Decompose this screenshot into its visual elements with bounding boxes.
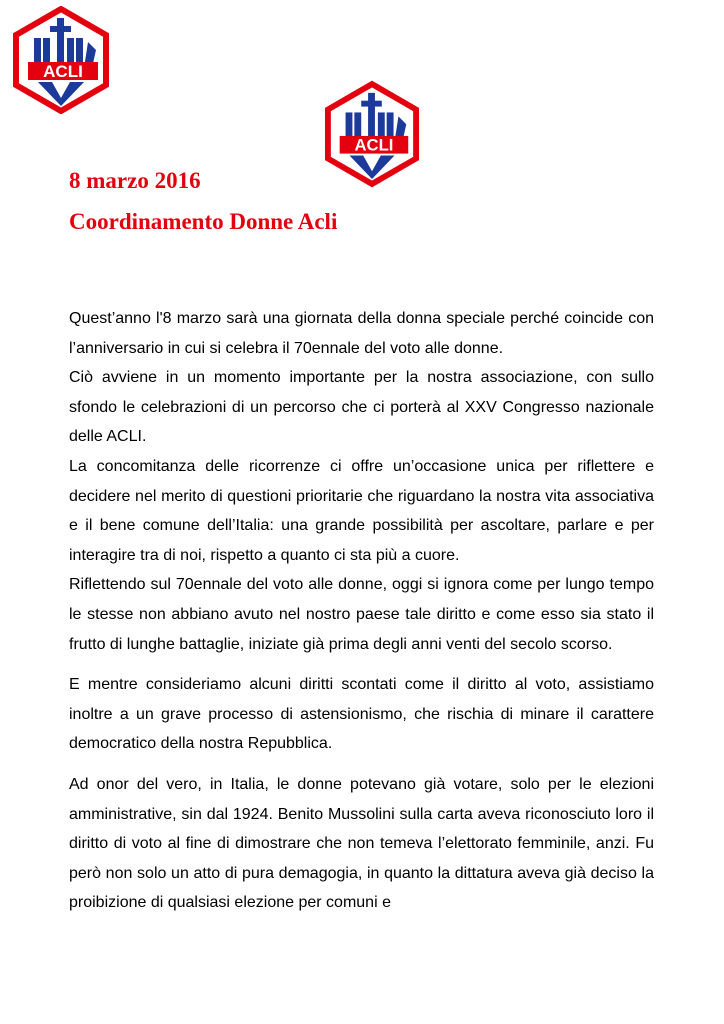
title-organization: Coordinamento Donne Acli <box>69 209 338 234</box>
acli-logo-icon <box>12 6 110 114</box>
logo-1-text: ACLI <box>43 62 83 81</box>
paragraph-1: Quest’anno l'8 marzo sarà una giornata della donna speciale perché coincide con l’anniversario in cui si celebra il 70ennale del voto alle donne. <box>69 310 654 357</box>
document-body <box>69 304 654 918</box>
title-date: 8 marzo 2016 <box>69 168 201 193</box>
paragraph-6: Ad onor del vero, in Italia, le donne potevano già votare, solo per le elezioni amministrative, sin dal 1924. Benito Mussolini sulla carta aveva riconosciuto loro il diritto di voto al fine di dimostrare che non temeva l’elettorato femminile, anzi. Fu però non solo un atto di pura demagogia, in quanto la dittatura aveva già deciso la proibizione di qualsiasi elezione per comuni e <box>69 775 654 912</box>
paragraph-3: La concomitanza delle ricorrenze ci offre un’occasione unica per riflettere e decidere nel merito di questioni prioritarie che riguardano la nostra vita associativa e il bene comune dell’Italia: una grande possibilità per ascoltare, parlare e per interagire tra di noi, rispetto a quanto ci sta più a cuore. <box>69 457 654 564</box>
logo-2-text: ACLI <box>354 135 394 155</box>
paragraph-4: Riflettendo sul 70ennale del voto alle donne, oggi si ignora come per lungo tempo le stesse non abbiano avuto nel nostro paese tale diritto e come esso sia stato il frutto di lunghe battaglie, iniziate già prima degli anni venti del secolo scorso. <box>69 576 654 653</box>
paragraph-2: Ciò avviene in un momento importante per la nostra associazione, con sullo sfondo le celebrazioni di un percorso che ci porterà al XXV Congresso nazionale delle ACLI. <box>69 369 654 446</box>
paragraph-5: E mentre consideriamo alcuni diritti scontati come il diritto al voto, assistiamo inoltre a un grave processo di astensionismo, che rischia di minare il carattere democratico della nostra Repubblica. <box>69 676 654 753</box>
acli-logo-icon <box>324 80 420 188</box>
acli-logo-center <box>324 80 420 188</box>
acli-logo-top-left <box>12 6 110 114</box>
